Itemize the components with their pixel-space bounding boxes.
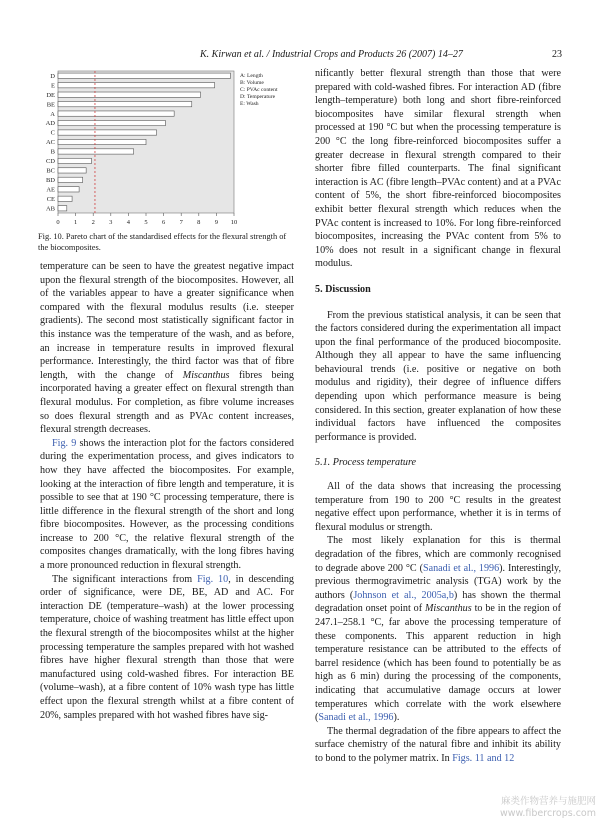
bar-e [58,83,215,88]
legend-entry: B: Volume [240,80,264,86]
category-label: CD [45,158,55,166]
category-label: B [50,148,55,156]
page-number: 23 [552,49,562,60]
category-label: D [50,72,55,80]
bar-be [58,101,192,106]
right-column [315,67,561,766]
pareto-chart [38,67,292,232]
figure-pareto-chart [38,67,292,257]
legend-entry: C: PVAc content [240,87,278,93]
paragraph: nificantly better flexural strength than those that were prepared with cold-washed fibres. For interaction AD (fibre length–temperature) both long and short fibre-reinforced biocomposites have similar flexural strength when processed at 190 °C but when the processing temperature is 200 °C the long fibre-reinforced biocomposites suffer a greater decrease in flexural strength compared to their shorter fibre filled counterparts. The final significant interaction is AC (fibre length–PVAc content) and at a PVAc content of 5%, the short fibre-reinforced biocomposites exhibit better flexural strength which reduces when the PVAc content is increased to 10%. For long fibre-reinforced biocomposites, increasing the PVAc content from 5% to 10% does not result in a significant change in flexural modulus. [315,68,561,270]
paragraph: From the previous statistical analysis, it can be seen that the factors considered during the experimentation all impact upon the final performance of the produced biocomposite. Although they all appear to have the same influencing behavioural trends (i.e. positive or negative on both modulus and rigidity), their degree of influence differs depending upon which performance measure is being considered. In this section, greater explanation of how these individual factors have influenced the composites performance is provided. [315,309,561,443]
x-tick-label: 8 [197,219,201,226]
bar-b [58,149,134,154]
x-tick-label: 5 [144,219,148,226]
bar-ab [58,206,67,211]
x-tick-label: 10 [230,219,238,226]
paragraph: Fig. 9 shows the interaction plot for the factors considered during the experimentation process, and gives indicators to how they have affected the biocomposites. For example, looking at the interaction of fibre length and temperature, it is possible to see that at 190 °C processing temperature, there is little difference in the flexural strength of the short and long fibre biocomposites. However, as the processing conditions increase to 200 °C, the relative flexural strength of the composites changes dramatically, with the long fibres having a more pronounced reduction in flexural strength. [40,437,294,572]
bar-de [58,92,201,97]
category-label: AD [45,120,55,128]
legend-entry: D: Temperature [240,94,276,100]
figure-link[interactable]: Fig. 10 [197,573,229,585]
watermark [500,796,596,820]
category-label: BD [45,177,55,185]
paragraph: temperature can be seen to have the greatest negative impact upon the flexural strength of the biocomposites. However, all of the variables appear to have a greater significance when compared with the flexural modulus results (i.e. steeper gradients). The second most statistically significant factor in this instance was the temperature of the wash, and as before, an increase in temperature results in improved flexural performance. Interestingly, the third factor was that of fibre length, with the change of Miscanthus fibres being incorporated having a greater effect on flexural strength than flexural modulus. For completion, as fibre volume increases so does flexural strength and as PVAc content increases, flexural strength decreases. [40,261,294,436]
x-tick-label: 7 [179,219,183,226]
citation-link[interactable]: Sanadi et al., 1996 [422,562,500,574]
left-column [40,260,294,722]
bar-bd [58,177,83,182]
bar-cd [58,158,91,163]
bar-bc [58,168,86,173]
category-label: A [50,110,55,118]
bar-a [58,111,174,116]
watermark-line: 麻类作物营养与施肥网 [500,796,596,807]
legend-entry: E: Wash [240,101,259,107]
category-label: AE [46,186,55,194]
x-tick-label: 2 [91,219,95,226]
paragraph: The significant interactions from Fig. 10, in descending order of significance, were DE, BE, AD and AC. For interaction DE (temperature–wash) at the lower processing temperature, choice of washing treatment has little effect upon the flexural strength of the biocomposites whilst at the higher processing temperature the samples prepared with hot washed fibres have higher flexural strength than those that were manufactured using cold-washed fibres. For interaction BE (volume–wash), at a fibre content of 10% wash type has little effect upon the flexural strength whilst at a fibre content of 20%, samples prepared with hot washed fibres have sig- [40,573,294,721]
category-label: BC [46,167,55,175]
x-tick-label: 4 [126,219,131,226]
category-label: BE [46,101,55,109]
category-label: AB [45,205,55,213]
category-label: AC [45,139,55,147]
running-title: K. Kirwan et al. / Industrial Crops and Products 26 (2007) 14–27 [200,49,463,60]
running-head [0,49,606,63]
paragraph: All of the data shows that increasing the processing temperature from 190 to 200 °C results in the greatest negative effect upon performance, whether it is in terms of flexural modulus or strength. [315,481,561,533]
citation-link[interactable]: Johnson et al., 2005a,b [353,589,454,601]
category-label: CE [46,195,55,203]
legend-entry: A: Length [240,73,263,79]
bar-ce [58,196,72,201]
subsection-heading: 5.1. Process temperature [315,457,417,469]
bar-ac [58,139,146,144]
bar-ae [58,187,79,192]
emphasis: Miscanthus [182,369,230,381]
watermark-line: www.fibercrops.com [499,808,596,819]
x-tick-label: 6 [161,219,166,226]
emphasis: Miscanthus [424,603,472,615]
bar-d [58,73,230,78]
paragraph: The most likely explanation for this is thermal degradation of the fibres, which are commonly recognised to degrade above 200 °C (Sanadi et al., 1996). Interestingly, previous thermogravimetric analysis (TGA) work by the authors (Johnson et al., 2005a,b) has shown the thermal degradation onset point of Miscanthus to be in the region of 247.1–258.1 °C, far above the processing temperature of these components. This apparent reduction in high temperature resistance can be attributed to the effects of barrel residence (which has been found to potentially be as high as 6 min) during the processing of the components, indicating that accumulative damage occurs at lower temperatures which correlate with the work elsewhere (Sanadi et al., 1996). [315,535,561,724]
x-tick-label: 1 [73,219,78,226]
bar-c [58,130,157,135]
figure-link[interactable]: Figs. 11 and 12 [452,752,515,764]
paragraph: The thermal degradation of the fibre appears to affect the surface chemistry of the natural fibre and inhibit its ability to bond to the polymer matrix. In Figs. 11 and 12 [315,725,561,764]
x-tick-label: 9 [214,219,219,226]
bar-ad [58,120,165,125]
section-heading: 5. Discussion [315,283,371,295]
category-label: E [51,82,55,90]
category-label: DE [46,91,55,99]
x-tick-label: 0 [56,219,60,226]
figure-caption: Fig. 10. Pareto chart of the standardised effects for the flexural strength of the biocomposites. [38,232,287,252]
figure-link[interactable]: Fig. 9 [52,437,77,449]
citation-link[interactable]: Sanadi et al., 1996 [318,712,394,724]
x-tick-label: 3 [109,219,113,226]
category-label: C [50,129,55,137]
